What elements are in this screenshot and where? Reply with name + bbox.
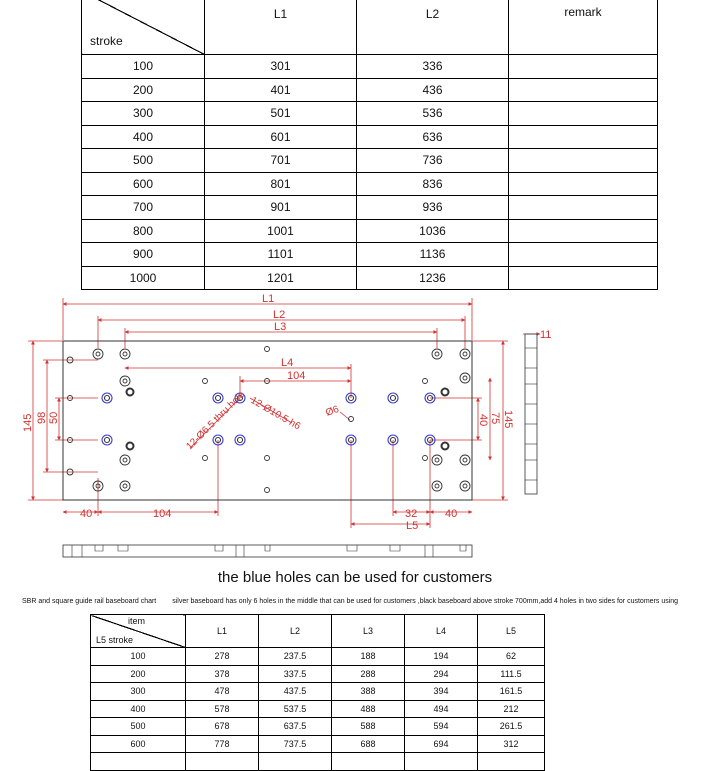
table-cell: 588 — [332, 718, 405, 736]
table-cell: 400 — [91, 700, 186, 718]
table-cell: 437.5 — [259, 683, 332, 701]
table-cell: 836 — [357, 172, 509, 196]
table-cell: 1000 — [82, 266, 205, 290]
dim-l4: L4 — [281, 357, 294, 369]
table2-col-l3: L3 — [332, 615, 405, 648]
table-cell — [186, 753, 259, 771]
table-row — [91, 700, 545, 718]
table2-col-l2: L2 — [259, 615, 332, 648]
table-cell: 636 — [357, 125, 509, 149]
table-cell: 694 — [405, 735, 478, 753]
dim-32: 32 — [405, 508, 418, 520]
table-cell: 936 — [357, 196, 509, 220]
dim-l3: L3 — [274, 321, 287, 333]
table2-corner-cell — [91, 615, 186, 648]
table-cell: 261.5 — [478, 718, 545, 736]
hole-label-d6: Ø6 — [324, 403, 341, 419]
table-cell: 600 — [82, 172, 205, 196]
table-cell: 312 — [478, 735, 545, 753]
table-cell: 294 — [405, 665, 478, 683]
baseboard-technical-drawing — [0, 288, 710, 563]
table-row — [82, 55, 658, 79]
table-cell: 500 — [82, 149, 205, 173]
table-cell: 700 — [82, 196, 205, 220]
table-cell: 901 — [205, 196, 357, 220]
stroke-table-2 — [90, 614, 545, 771]
table1-header-row — [82, 0, 658, 55]
table-cell: 637.5 — [259, 718, 332, 736]
table-cell: 400 — [82, 125, 205, 149]
table1-stroke-label: stroke — [90, 34, 123, 48]
table-cell: 401 — [205, 78, 357, 102]
table-cell: 1036 — [357, 219, 509, 243]
table-cell — [478, 753, 545, 771]
table-cell: 601 — [205, 125, 357, 149]
table-row — [82, 125, 658, 149]
note-detail: silver baseboard has only 6 holes in the middle that can be used for customers ,black baseboard above stroke 700mm,add 4 holes in two sides for customers using — [172, 598, 679, 605]
table-cell: 1001 — [205, 219, 357, 243]
table-cell: 237.5 — [259, 648, 332, 666]
table-row — [82, 266, 658, 290]
table2-col-l5: L5 — [478, 615, 545, 648]
table-cell — [509, 172, 658, 196]
table-cell — [91, 753, 186, 771]
dim-l1: L1 — [262, 293, 275, 305]
table-row — [82, 172, 658, 196]
table-row — [91, 648, 545, 666]
table-cell — [509, 102, 658, 126]
table-cell: 161.5 — [478, 683, 545, 701]
dim-11: 11 — [540, 329, 552, 341]
table-cell: 778 — [186, 735, 259, 753]
dim-40-side: 40 — [477, 414, 489, 427]
dim-40-right: 40 — [445, 508, 458, 520]
table-cell: 194 — [405, 648, 478, 666]
table1-col-remark: remark — [509, 0, 658, 55]
table-cell: 478 — [186, 683, 259, 701]
stroke-table-1 — [81, 0, 658, 290]
table-cell: 501 — [205, 102, 357, 126]
dim-l2: L2 — [273, 309, 286, 321]
table-row — [91, 753, 545, 771]
hole-label-thru: 12-Ø6.5 thru hole — [184, 389, 248, 453]
table-cell: 212 — [478, 700, 545, 718]
table-cell — [509, 149, 658, 173]
dim-145-left: 145 — [22, 413, 34, 432]
baseboard-note — [22, 598, 692, 605]
dim-104-bottom: 104 — [153, 508, 172, 520]
table-cell — [509, 266, 658, 290]
table-cell: 436 — [357, 78, 509, 102]
table-cell: 200 — [91, 665, 186, 683]
table-cell: 488 — [332, 700, 405, 718]
table-row — [82, 219, 658, 243]
table-cell: 536 — [357, 102, 509, 126]
table-cell: 736 — [357, 149, 509, 173]
dim-75: 75 — [489, 412, 501, 425]
table-row — [82, 78, 658, 102]
table1-corner-cell — [82, 0, 205, 55]
table-cell: 1201 — [205, 266, 357, 290]
table-cell: 300 — [82, 102, 205, 126]
table-cell — [509, 243, 658, 267]
table-cell: 600 — [91, 735, 186, 753]
table-cell — [405, 753, 478, 771]
table-cell — [332, 753, 405, 771]
table2-col-l4: L4 — [405, 615, 478, 648]
table-cell: 578 — [186, 700, 259, 718]
table-cell: 494 — [405, 700, 478, 718]
dim-40-left: 40 — [80, 508, 93, 520]
table-row — [91, 665, 545, 683]
table-cell: 288 — [332, 665, 405, 683]
table-cell: 100 — [82, 55, 205, 79]
table2-header-row — [91, 615, 545, 648]
table-row — [91, 683, 545, 701]
dim-145-right: 145 — [502, 410, 514, 429]
table-cell: 1236 — [357, 266, 509, 290]
note-title: SBR and square guide rail baseboard chart — [22, 598, 157, 605]
table-row — [82, 149, 658, 173]
table-cell: 200 — [82, 78, 205, 102]
caption: the blue holes can be used for customers — [217, 569, 493, 586]
table-cell: 301 — [205, 55, 357, 79]
table-cell — [509, 55, 658, 79]
table-cell: 336 — [357, 55, 509, 79]
table-row — [91, 718, 545, 736]
table-row — [82, 102, 658, 126]
table-cell: 1101 — [205, 243, 357, 267]
table-cell: 500 — [91, 718, 186, 736]
table-cell: 701 — [205, 149, 357, 173]
table-cell: 378 — [186, 665, 259, 683]
table-cell — [509, 196, 658, 220]
table-cell: 737.5 — [259, 735, 332, 753]
table-cell: 1136 — [357, 243, 509, 267]
table-cell: 100 — [91, 648, 186, 666]
dim-50: 50 — [48, 411, 60, 424]
table-cell: 188 — [332, 648, 405, 666]
table-cell: 300 — [91, 683, 186, 701]
table-cell: 62 — [478, 648, 545, 666]
table-cell: 388 — [332, 683, 405, 701]
table1-col-l2: L2 — [357, 0, 509, 55]
table1-item-label — [135, 0, 158, 1]
hole-label-h6: 12-Ø10.5 h6 — [248, 395, 303, 433]
table-row — [82, 196, 658, 220]
dim-98: 98 — [36, 411, 48, 424]
table2-col-l1: L1 — [186, 615, 259, 648]
table-cell: 537.5 — [259, 700, 332, 718]
table-cell: 337.5 — [259, 665, 332, 683]
table-cell — [509, 219, 658, 243]
table2-stroke-label: L5 stroke — [96, 635, 134, 645]
table-cell: 111.5 — [478, 665, 545, 683]
table-cell: 394 — [405, 683, 478, 701]
table2-item-label: item — [127, 616, 145, 626]
table-cell: 801 — [205, 172, 357, 196]
table-row — [82, 243, 658, 267]
table-cell — [509, 125, 658, 149]
table1-col-l1: L1 — [205, 0, 357, 55]
table-cell — [509, 78, 658, 102]
blue-holes — [102, 393, 435, 445]
dim-104-top: 104 — [287, 370, 306, 382]
table-cell: 688 — [332, 735, 405, 753]
table-cell: 278 — [186, 648, 259, 666]
table-cell: 594 — [405, 718, 478, 736]
dim-l5: L5 — [406, 520, 419, 532]
table-cell — [259, 753, 332, 771]
table-cell: 900 — [82, 243, 205, 267]
table-cell: 678 — [186, 718, 259, 736]
table-cell: 800 — [82, 219, 205, 243]
